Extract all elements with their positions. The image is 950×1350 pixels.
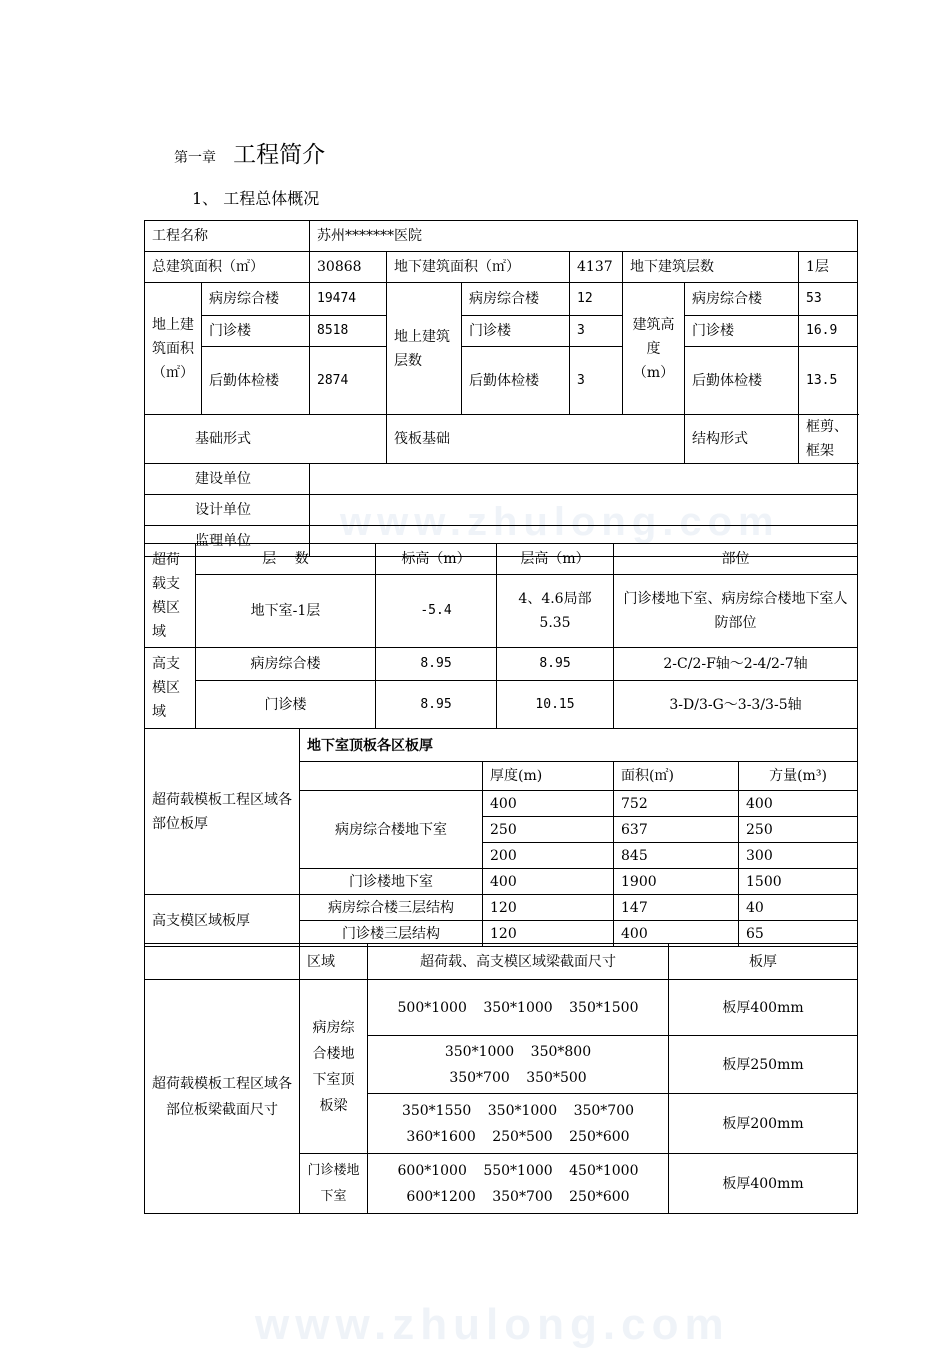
building-floors: 3 — [570, 316, 623, 347]
beam-size: 350*1500 — [569, 999, 639, 1016]
chapter-heading — [174, 136, 325, 169]
beam-size: 550*1000 — [483, 1162, 553, 1179]
beam-size: 360*1600 — [406, 1128, 476, 1145]
zone-height: 10.15 — [497, 681, 614, 729]
section-title: 1、 工程总体概况 — [192, 189, 320, 208]
beam-line — [375, 1065, 661, 1091]
slab-structure: 门诊楼三层结构 — [300, 921, 483, 947]
beam-size: 250*600 — [569, 1128, 630, 1145]
high-slab-label: 高支模区域板厚 — [145, 895, 300, 947]
builder-row — [145, 464, 858, 495]
above-area-label: 地上建筑面积（㎡） — [145, 283, 202, 415]
beam-size: 350*1000 — [487, 1102, 558, 1119]
col-floor: 层 数 — [196, 544, 376, 575]
building-floors: 3 — [570, 347, 623, 415]
foundation-value: 筏板基础 — [387, 415, 685, 464]
zone-elevation: -5.4 — [376, 575, 497, 648]
building-name: 门诊楼 — [462, 316, 570, 347]
underground-floors-label: 地下建筑层数 — [623, 252, 799, 283]
building-row — [145, 283, 858, 316]
slab-title-row — [145, 729, 858, 762]
slab-thickness: 120 — [483, 921, 614, 947]
col-location: 部位 — [614, 544, 858, 575]
underground-floors-value: 1层 — [799, 252, 858, 283]
zone-row — [145, 648, 858, 681]
building-name: 病房综合楼 — [685, 283, 799, 316]
col-height: 层高（m） — [497, 544, 614, 575]
zone-floor: 门诊楼 — [196, 681, 376, 729]
building-name: 病房综合楼 — [202, 283, 310, 316]
beam-sizes — [368, 980, 669, 1036]
beam-row — [145, 980, 858, 1036]
beam-slab: 板厚400mm — [669, 980, 858, 1036]
beam-line — [375, 995, 661, 1021]
beam-slab: 板厚250mm — [669, 1036, 858, 1094]
building-row — [145, 316, 858, 347]
slab-thickness: 120 — [483, 895, 614, 921]
building-height: 13.5 — [799, 347, 858, 415]
slab-area: 752 — [614, 791, 739, 817]
structure-label: 结构形式 — [685, 415, 799, 464]
beam-size: 350*500 — [526, 1069, 587, 1086]
total-area-value: 30868 — [310, 252, 387, 283]
slab-volume: 300 — [739, 843, 858, 869]
beam-line — [375, 1184, 661, 1210]
underground-area-label: 地下建筑面积（㎡） — [387, 252, 570, 283]
building-height: 53 — [799, 283, 858, 316]
beam-left-label: 超荷载模板工程区域各部位板梁截面尺寸 — [145, 980, 300, 1214]
building-name: 后勤体检楼 — [202, 347, 310, 415]
beam-slab: 板厚200mm — [669, 1094, 858, 1154]
total-area-label: 总建筑面积（㎡） — [145, 252, 310, 283]
beam-size: 350*800 — [530, 1043, 592, 1060]
beam-line — [375, 1124, 661, 1150]
beam-size: 500*1000 — [397, 999, 467, 1016]
slab-area: 845 — [614, 843, 739, 869]
building-name: 病房综合楼 — [462, 283, 570, 316]
clinic-beam-label: 门诊楼地下室 — [300, 1154, 368, 1214]
project-name-label: 工程名称 — [145, 221, 310, 252]
foundation-row — [145, 415, 858, 464]
col-beam-size: 超荷载、高支模区域梁截面尺寸 — [368, 944, 669, 980]
slab-area: 637 — [614, 817, 739, 843]
beam-slab: 板厚400mm — [669, 1154, 858, 1214]
zone-floor: 地下室-1层 — [196, 575, 376, 648]
building-height: 16.9 — [799, 316, 858, 347]
beam-size: 350*1000 — [444, 1043, 515, 1060]
col-thickness: 厚度(m) — [483, 762, 614, 791]
building-name: 后勤体检楼 — [462, 347, 570, 415]
slab-table — [144, 728, 858, 947]
zone-height: 8.95 — [497, 648, 614, 681]
ward-beam-label: 病房综合楼地下室顶板梁 — [300, 980, 368, 1154]
col-volume: 方量(m³) — [739, 762, 858, 791]
beam-line — [375, 1158, 661, 1184]
designer-label: 设计单位 — [145, 495, 310, 526]
building-row — [145, 347, 858, 415]
beam-line — [375, 1039, 661, 1065]
building-area: 8518 — [310, 316, 387, 347]
col-area: 面积(㎡) — [614, 762, 739, 791]
area-row — [145, 252, 858, 283]
heavy-zone-label: 超荷载支模区域 — [145, 544, 196, 648]
chapter-title: 工程简介 — [233, 142, 326, 168]
overview-table — [144, 220, 858, 557]
beam-size: 600*1200 — [406, 1188, 476, 1205]
col-region: 区域 — [300, 944, 368, 980]
beam-size: 350*700 — [449, 1069, 510, 1086]
slab-volume: 1500 — [739, 869, 858, 895]
beam-size: 350*1000 — [483, 999, 553, 1016]
zones-table — [144, 543, 858, 729]
supervisor-label: 监理单位 — [145, 526, 310, 557]
beam-line — [375, 1098, 661, 1124]
chapter-number: 第一章 — [174, 150, 216, 166]
slab-table-title: 地下室顶板各区板厚 — [300, 729, 858, 762]
beam-size: 350*1550 — [401, 1102, 472, 1119]
designer-row — [145, 495, 858, 526]
zone-floor: 病房综合楼 — [196, 648, 376, 681]
project-name-row — [145, 221, 858, 252]
beam-sizes — [368, 1094, 669, 1154]
zone-height: 4、4.6局部5.35 — [497, 575, 614, 648]
slab-thickness: 400 — [483, 791, 614, 817]
slab-area: 400 — [614, 921, 739, 947]
slab-structure: 病房综合楼三层结构 — [300, 895, 483, 921]
slab-volume: 40 — [739, 895, 858, 921]
beam-sizes — [368, 1154, 669, 1214]
zone-row — [145, 575, 858, 648]
underground-area-value: 4137 — [570, 252, 623, 283]
ward-basement-label: 病房综合楼地下室 — [300, 791, 483, 869]
zones-header-row — [145, 544, 858, 575]
beam-size: 600*1000 — [397, 1162, 467, 1179]
col-elevation: 标高（m） — [376, 544, 497, 575]
zone-elevation: 8.95 — [376, 648, 497, 681]
beam-header-spacer — [145, 944, 300, 980]
beam-size: 250*600 — [569, 1188, 630, 1205]
high-zone-label: 高支模区域 — [145, 648, 196, 729]
zone-row — [145, 681, 858, 729]
builder-value — [310, 464, 858, 495]
heavy-slab-label: 超荷载模板工程区域各部位板厚 — [145, 729, 300, 895]
structure-value: 框剪、框架 — [799, 415, 858, 464]
designer-value — [310, 495, 858, 526]
above-floors-label: 地上建筑层数 — [387, 283, 462, 415]
beam-table — [144, 943, 858, 1214]
beam-size: 350*700 — [573, 1102, 635, 1119]
clinic-basement-label: 门诊楼地下室 — [300, 869, 483, 895]
building-area: 19474 — [310, 283, 387, 316]
project-name-value: 苏州*******医院 — [310, 221, 858, 252]
slab-header-spacer — [300, 762, 483, 791]
building-floors: 12 — [570, 283, 623, 316]
building-name: 门诊楼 — [685, 316, 799, 347]
slab-area: 147 — [614, 895, 739, 921]
slab-thickness: 400 — [483, 869, 614, 895]
slab-row — [145, 895, 858, 921]
watermark-middle: www.zhulong.com — [340, 500, 780, 544]
zone-location: 2-C/2-F轴～2-4/2-7轴 — [614, 648, 858, 681]
slab-volume: 400 — [739, 791, 858, 817]
beam-size: 350*700 — [492, 1188, 553, 1205]
building-area: 2874 — [310, 347, 387, 415]
zone-location: 门诊楼地下室、病房综合楼地下室人防部位 — [614, 575, 858, 648]
height-label: 建筑高度（m） — [623, 283, 685, 415]
zone-location: 3-D/3-G～3-3/3-5轴 — [614, 681, 858, 729]
slab-volume: 65 — [739, 921, 858, 947]
beam-size: 450*1000 — [569, 1162, 639, 1179]
building-name: 门诊楼 — [202, 316, 310, 347]
builder-label: 建设单位 — [145, 464, 310, 495]
slab-volume: 250 — [739, 817, 858, 843]
watermark-bottom: www.zhulong.com — [255, 1300, 730, 1349]
slab-thickness: 250 — [483, 817, 614, 843]
slab-thickness: 200 — [483, 843, 614, 869]
beam-sizes — [368, 1036, 669, 1094]
slab-area: 1900 — [614, 869, 739, 895]
building-name: 后勤体检楼 — [685, 347, 799, 415]
col-slab: 板厚 — [669, 944, 858, 980]
beam-size: 250*500 — [492, 1128, 553, 1145]
beam-header-row — [145, 944, 858, 980]
zone-elevation: 8.95 — [376, 681, 497, 729]
foundation-label: 基础形式 — [145, 415, 387, 464]
